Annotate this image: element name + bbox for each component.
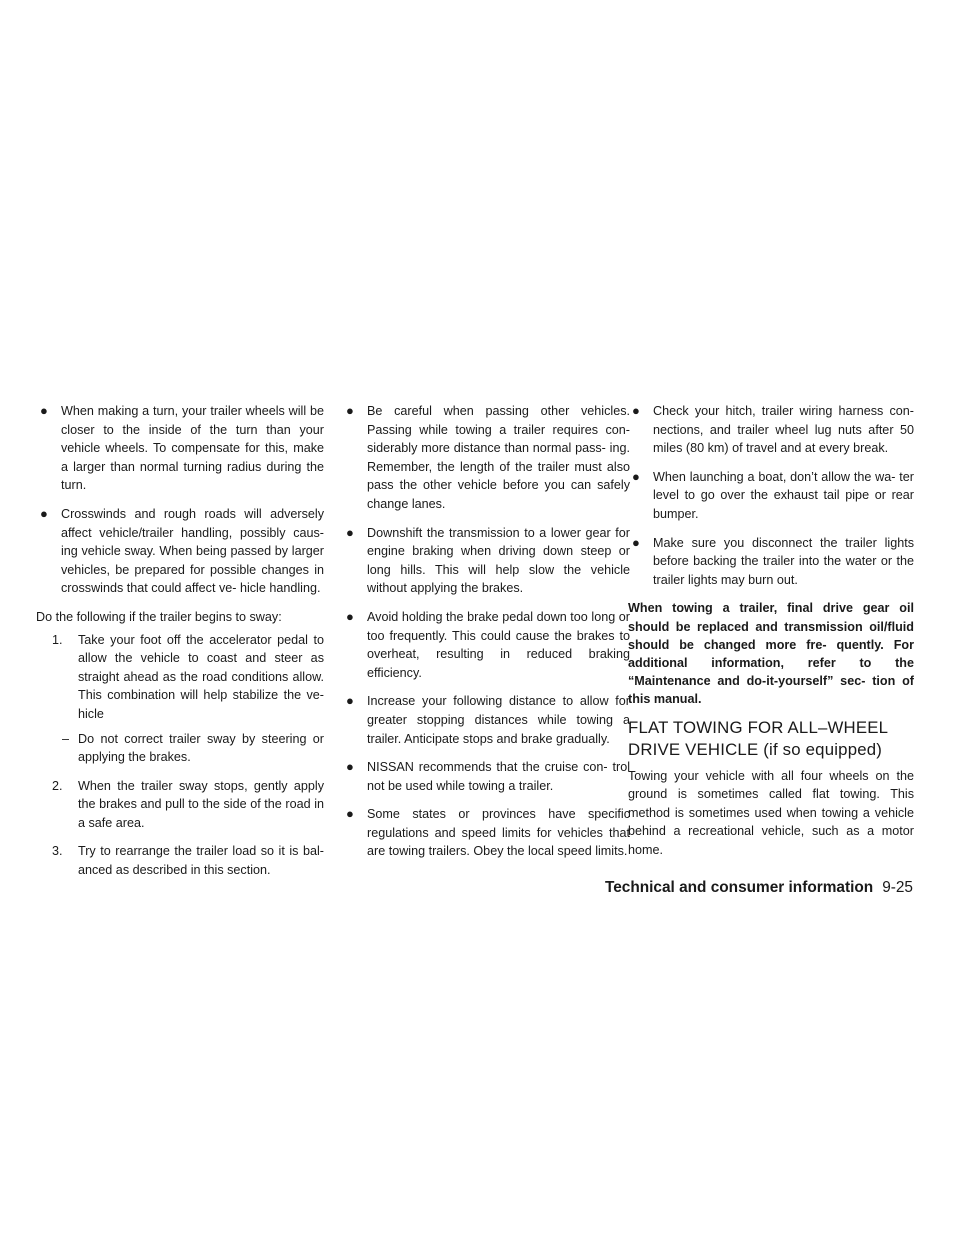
- bullet-item: [36, 505, 324, 598]
- flat-towing-text: Towing your vehicle with all four wheels on the ground is sometimes called flat towing. This method is sometimes used when towing a vehicle behind a recreational vehicle, such as a motor home.: [628, 768, 914, 857]
- step-text: Take your foot off the accelerator pedal to allow the vehicle to coast and steer as straight ahead as the road conditions allow. This combination will help stabilize the ve- hicle: [78, 632, 324, 721]
- bullet-text: When making a turn, your trailer wheels will be closer to the inside of the turn than your vehicle wheels. To compensate for this, make a larger than normal turning radius during the turn.: [61, 404, 324, 493]
- bullet-item: [342, 758, 630, 795]
- bullet-icon: ●: [632, 468, 640, 484]
- bullet-text: Be careful when passing other vehicles. Passing while towing a trailer requires con- siderably more distance than normal pass- ing. Remember, the length of the trailer must also pass the other vehicle before you can safely change lanes.: [367, 404, 630, 511]
- step-item: [36, 842, 324, 879]
- step-number: 3.: [52, 844, 63, 859]
- bullet-text: When launching a boat, don’t allow the wa- ter level to go over the exhaust tail pipe or rear bumper.: [653, 469, 914, 521]
- bullet-text: Increase your following distance to allow for greater stopping distances while towing a trailer. Anticipate stops and brake gradually.: [367, 694, 630, 746]
- bullet-icon: ●: [346, 693, 354, 709]
- bullet-icon: ●: [346, 608, 354, 624]
- sway-intro: Do the following if the trailer begins to sway:: [36, 609, 282, 624]
- bullet-icon: ●: [632, 534, 640, 550]
- bullet-icon: ●: [346, 806, 354, 822]
- column-left: [36, 402, 324, 890]
- step-number: 1.: [52, 632, 63, 647]
- bullet-icon: ●: [632, 403, 640, 418]
- footer-title: Technical and consumer information: [604, 879, 874, 896]
- bullet-text: NISSAN recommends that the cruise con- trol not be used while towing a trailer.: [367, 760, 630, 793]
- bullet-icon: ●: [346, 524, 354, 540]
- bullet-item: [342, 402, 630, 514]
- step-text: When the trailer sway stops, gently apply the brakes and pull to the side of the road in a safe area.: [78, 778, 324, 830]
- bullet-text: Some states or provinces have specific regulations and speed limits for vehicles that are towing trailers. Obey the local speed limits.: [367, 807, 630, 859]
- bullet-text: Downshift the transmission to a lower gear for engine braking when driving down steep or long hills. This will help slow the vehicle without applying the brakes.: [367, 525, 630, 596]
- bullet-item: [628, 402, 914, 458]
- bullet-icon: ●: [40, 403, 48, 418]
- step-text: Try to rearrange the trailer load so it is bal- anced as described in this section.: [78, 844, 324, 878]
- step-item: [36, 777, 324, 833]
- dash-icon: –: [62, 731, 70, 746]
- sub-item-text: Do not correct trailer sway by steering or applying the brakes.: [78, 731, 324, 765]
- oil-note: When towing a trailer, final drive gear oil should be replaced and transmission oil/fluid should be changed more fre- quently. For additional information, refer to the “Maintenance and do-it-yourself” sec- tion of this manual.: [628, 601, 914, 707]
- bullet-item: [628, 468, 914, 524]
- bullet-icon: ●: [346, 403, 354, 418]
- bullet-item: [628, 534, 914, 590]
- bullet-item: [342, 805, 630, 861]
- column-middle: [342, 402, 630, 871]
- step-number: 2.: [52, 778, 63, 793]
- bullet-item: [36, 402, 324, 495]
- bullet-item: [342, 692, 630, 748]
- bullet-text: Avoid holding the brake pedal down too long or too frequently. This could cause the brakes to overheat, resulting in reduced braking efficiency.: [367, 609, 630, 680]
- bullet-icon: ●: [346, 759, 354, 775]
- bullet-item: [342, 524, 630, 598]
- page-number: 9-25: [882, 879, 913, 896]
- step-item: [36, 631, 324, 767]
- bullet-text: Make sure you disconnect the trailer lights before backing the trailer into the water or the trailer lights may burn out.: [653, 535, 914, 587]
- bullet-icon: ●: [40, 505, 48, 521]
- bullet-item: [342, 608, 630, 682]
- page-footer: [605, 879, 913, 897]
- sub-item: [36, 730, 324, 767]
- bullet-text: Check your hitch, trailer wiring harness con- nections, and trailer wheel lug nuts after 50 miles (80 km) of travel and at every break.: [653, 404, 914, 456]
- bullet-text: Crosswinds and rough roads will adversely affect vehicle/trailer handling, possibly caus- ing vehicle sway. When being passed by larger vehicles, be prepared for possible changes in crosswinds that could affect ve- hicle handling.: [61, 506, 324, 596]
- column-right: [628, 402, 914, 864]
- section-heading: FLAT TOWING FOR ALL–WHEEL DRIVE VEHICLE (if so equipped): [628, 717, 888, 759]
